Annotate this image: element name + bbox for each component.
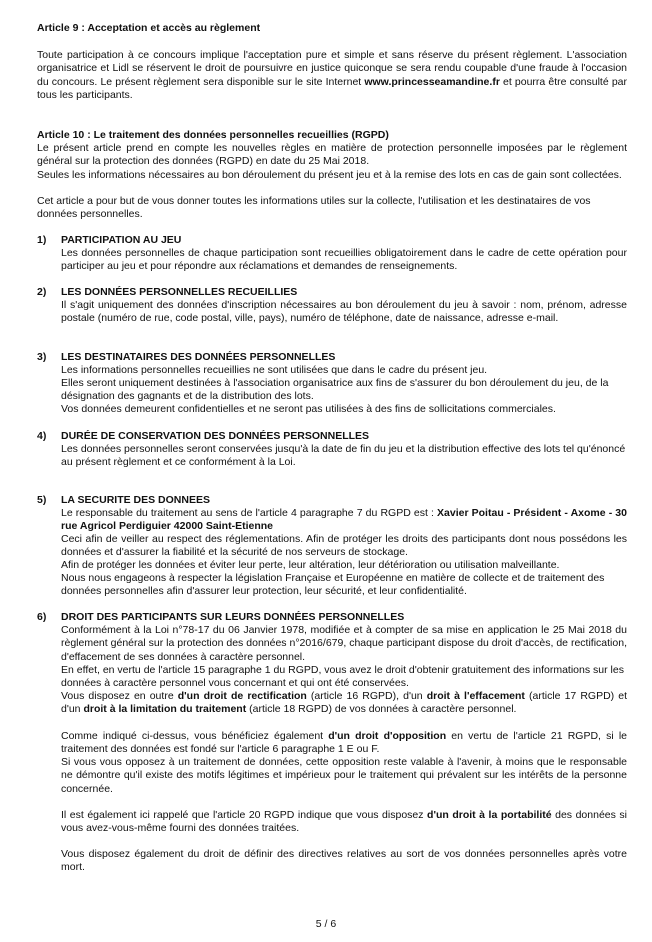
- section-body: Si vous vous opposez à un traitement de données, cette opposition reste valable à l'avenir, à moins que le responsable ne démontre qu'il existe des motifs légitimes et impérieux pour le traitement qui prévalent sur les intérêts de la personne concernée.: [61, 756, 627, 795]
- rights-text: (article 18 RGPD) de vos données à caractère personnel.: [246, 703, 517, 716]
- section-body: Les données personnelles seront conservées jusqu'à la date de fin du jeu et la distribution effective des lots tel qu'énoncé au présent règlement et ce conformément à la Loi.: [61, 443, 626, 469]
- article-10-paragraph: Seules les informations nécessaires au bon déroulement du présent jeu et à la remise des lots en cas de gain sont collectées.: [37, 169, 622, 181]
- controller-identity: Xavier Poitau - Président - Axome - 30 rue Agricol Perdiguier 42000 Saint-Etienne: [61, 507, 627, 533]
- section-body: Les données personnelles de chaque participation sont recueillies obligatoirement dans le cadre de cette opération pour participer au jeu et pour répondre aux réclamations et demandes de renseignements.: [61, 247, 627, 273]
- portability-text: Il est également ici rappelé que l'article 20 RGPD indique que vous disposez: [61, 809, 428, 821]
- article-10-paragraph: Le présent article prend en compte les nouvelles règles en matière de protection personnelle imposées par le règlement général sur la protection des données (RGPD) en date du 25 Mai 2018.: [37, 142, 627, 168]
- rights-text: (article 17 RGPD) et d'un: [61, 690, 628, 716]
- article-9-text-end: et pourra être consulté par tous les participants.: [37, 75, 627, 101]
- section-title: LES DONNÉES PERSONNELLES RECUEILLIES: [61, 286, 298, 298]
- section-number: 6): [37, 611, 47, 623]
- controller-intro: Le responsable du traitement au sens de l'article 4 paragraphe 7 du RGPD est :: [61, 507, 438, 519]
- section-title: DURÉE DE CONSERVATION DES DONNÉES PERSONNELLES: [61, 430, 370, 442]
- section-body: Afin de protéger les données et éviter leur perte, leur altération, leur détérioration ou utilisation malveillante.: [61, 559, 560, 571]
- section-title: LES DESTINATAIRES DES DONNÉES PERSONNELLES: [61, 351, 336, 363]
- section-body: Elles seront uniquement destinées à l'association organisatrice aux fins de s'assurer du bon déroulement du jeu, de la désignation des gagnants et de la distribution des lots.: [61, 377, 609, 403]
- section-body: Ceci afin de veiller au respect des réglementations. Afin de protéger les droits des participants dont nous possédons les données et d'assurer la fiabilité et la sécurité de nos serveurs de stockage.: [61, 533, 627, 559]
- right-portability: d'un droit à la portabilité: [427, 809, 552, 821]
- section-body: [61, 507, 627, 534]
- portability-text: des données si vous avez-vous-même fourni des données traitées.: [61, 809, 627, 835]
- section-number: 2): [37, 286, 47, 298]
- rights-text: Vous disposez en outre: [61, 690, 178, 702]
- section-number: 3): [37, 351, 47, 363]
- section-number: 1): [37, 234, 47, 246]
- section-number: 5): [37, 494, 47, 506]
- section-title: LA SECURITE DES DONNEES: [61, 494, 210, 506]
- opposition-text: en vertu de l'article 21 RGPD, si le traitement des données est fondé sur l'article 6 paragraphe 1 E ou F.: [61, 730, 627, 756]
- article-9-body: [37, 49, 627, 102]
- article-10-paragraph: Cet article a pour but de vous donner toutes les informations utiles sur la collecte, l'utilisation et les destinataires de vos données personnelles.: [37, 195, 591, 221]
- section-body: Vos données demeurent confidentielles et ne seront pas utilisées à des fins de sollicitations commerciales.: [61, 403, 556, 415]
- article-9-title: Article 9 : Acceptation et accès au règlement: [37, 22, 261, 34]
- section-title: DROIT DES PARTICIPANTS SUR LEURS DONNÉES PERSONNELLES: [61, 611, 405, 623]
- article-9-text: Toute participation à ce concours implique l'acceptation pure et simple et sans réserve du présent règlement. L'association organisatrice et Lidl se réservent le droit de poursuivre en justice quiconque se sera rendu coupable d'une fraude à l'occasion du concours. Le présent règlement sera disponible sur le site Internet: [37, 49, 627, 88]
- right-erasure: droit à l'effacement: [426, 690, 525, 702]
- right-limitation: droit à la limitation du traitement: [83, 703, 247, 716]
- website-url: www.princesseamandine.fr: [364, 75, 500, 88]
- page-number: 5 / 6: [315, 918, 337, 930]
- section-body: Conformément à la Loi n°78-17 du 06 Janvier 1978, modifiée et à compter de sa mise en application le 25 Mai 2018 du règlement général sur la protection des données n°2016/679, chaque participant dispose du droit d'accès, de rectification, d'effacement de ses données à caractère personnel.: [61, 624, 627, 663]
- right-rectification: d'un droit de rectification: [177, 690, 307, 702]
- section-body: En effet, en vertu de l'article 15 paragraphe 1 du RGPD, vous avez le droit d'obtenir gratuitement des informations sur les données à caractère personnel vous concernant et qui ont été conservées.: [61, 664, 624, 690]
- rights-text: (article 16 RGPD), d'un: [306, 690, 427, 702]
- section-body: Nous nous engageons à respecter la législation Française et Européenne en matière de collecte et de traitement des données personnelles afin d'assurer leur protection, leur sécurité, et leur confidentialité.: [61, 572, 605, 598]
- opposition-text: Comme indiqué ci-dessus, vous bénéficiez également: [61, 730, 329, 742]
- right-opposition: d'un droit d'opposition: [328, 730, 447, 742]
- section-body: Vous disposez également du droit de définir des directives relatives au sort de vos données personnelles après votre mort.: [61, 848, 627, 874]
- section-title: PARTICIPATION AU JEU: [61, 234, 182, 246]
- section-body: Les informations personnelles recueillies ne sont utilisées que dans le cadre du présent jeu.: [61, 364, 488, 376]
- section-body: [61, 809, 627, 836]
- section-body: [61, 690, 627, 717]
- section-number: 4): [37, 430, 47, 442]
- article-10-title: Article 10 : Le traitement des données personnelles recueillies (RGPD): [37, 129, 389, 141]
- section-body: Il s'agit uniquement des données d'inscription nécessaires au bon déroulement du jeu à savoir : nom, prénom, adresse postale (numéro de rue, code postal, ville, pays), numéro de téléphone, date de naissance, adresse e-mail.: [61, 299, 627, 325]
- section-body: [61, 730, 627, 757]
